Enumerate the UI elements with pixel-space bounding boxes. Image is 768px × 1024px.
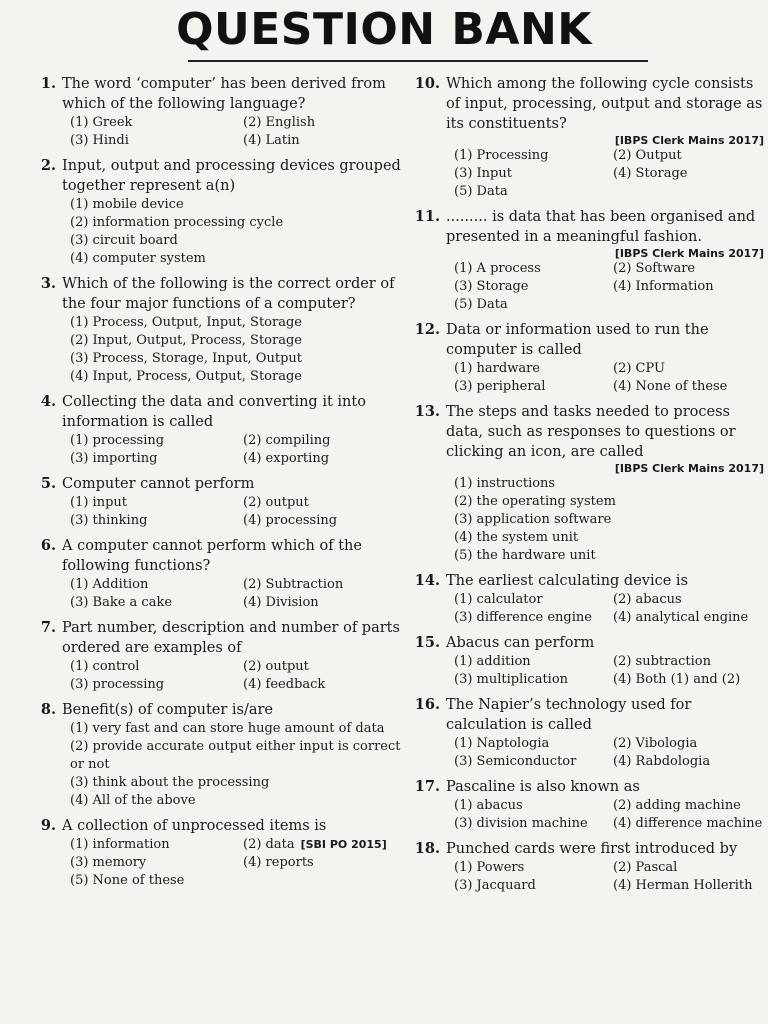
option-4: (4) Input, Process, Output, Storage xyxy=(70,369,302,384)
option-3: (3) peripheral xyxy=(454,379,546,394)
question-number: 2. xyxy=(40,157,56,174)
question-17 xyxy=(414,777,766,833)
question-text: The Napier’s technology used for calculation is called xyxy=(446,697,692,733)
question-text: A collection of unprocessed items is xyxy=(62,818,327,834)
option-3: (3) think about the processing xyxy=(70,775,270,790)
question-number: 11. xyxy=(414,208,440,225)
option-1: (1) Processing xyxy=(454,148,549,163)
question-number: 3. xyxy=(40,275,56,292)
question-text: Collecting the data and converting it into information is called xyxy=(62,394,366,430)
option-1: (1) hardware xyxy=(454,361,540,376)
option-4: (4) the system unit xyxy=(454,530,579,545)
option-4: (4) Herman Hollerith xyxy=(613,878,753,893)
option-2: (2) provide accurate output either input is correct or not xyxy=(70,739,401,772)
question-10 xyxy=(414,74,766,201)
question-12 xyxy=(414,320,766,396)
option-2: (2) Subtraction xyxy=(243,577,344,592)
right-column xyxy=(414,74,766,901)
question-text: Pascaline is also known as xyxy=(446,779,640,795)
option-2: (2) Output xyxy=(613,148,682,163)
question-3 xyxy=(30,274,410,386)
title-underline xyxy=(188,60,648,62)
question-text: The word ‘computer’ has been derived from which of the following language? xyxy=(62,76,386,112)
exam-source: [IBPS Clerk Mains 2017] xyxy=(614,134,764,147)
option-3: (3) Jacquard xyxy=(454,878,536,893)
question-text: Punched cards were first introduced by xyxy=(446,841,738,857)
option-1: (1) Greek xyxy=(70,115,133,130)
exam-source: [IBPS Clerk Mains 2017] xyxy=(614,462,764,475)
option-4: (4) Storage xyxy=(613,166,688,181)
option-4: (4) exporting xyxy=(243,451,330,466)
question-5 xyxy=(30,474,410,530)
question-text: Data or information used to run the computer is called xyxy=(446,322,709,358)
question-4 xyxy=(30,392,410,468)
left-column xyxy=(30,74,410,896)
question-number: 10. xyxy=(414,75,440,92)
question-16 xyxy=(414,695,766,771)
option-1: (1) Process, Output, Input, Storage xyxy=(70,315,302,330)
option-2: (2) output xyxy=(243,659,309,674)
question-number: 13. xyxy=(414,403,440,420)
question-number: 9. xyxy=(40,817,56,834)
option-1: (1) instructions xyxy=(454,476,556,491)
option-3: (3) Hindi xyxy=(70,133,129,148)
option-4: (4) difference machine xyxy=(613,816,763,831)
option-2: (2) Input, Output, Process, Storage xyxy=(70,333,302,348)
option-4: (4) Information xyxy=(613,279,714,294)
option-5: (5) the hardware unit xyxy=(454,548,596,563)
option-1: (1) calculator xyxy=(454,592,543,607)
option-4: (4) Division xyxy=(243,595,319,610)
option-3: (3) memory xyxy=(70,855,147,870)
option-4: (4) analytical engine xyxy=(613,610,749,625)
question-text: The steps and tasks needed to process data, such as responses to questions or clicking an icon, are called xyxy=(446,404,736,460)
option-4: (4) Rabdologia xyxy=(613,754,711,769)
option-2: (2) Pascal xyxy=(613,860,678,875)
option-1: (1) Addition xyxy=(70,577,149,592)
option-4: (4) Both (1) and (2) xyxy=(613,672,741,687)
option-2: (2) Vibologia xyxy=(613,736,698,751)
option-4: (4) reports xyxy=(243,855,314,870)
option-1: (1) processing xyxy=(70,433,165,448)
option-1: (1) abacus xyxy=(454,798,523,813)
option-4: (4) computer system xyxy=(70,251,206,266)
question-number: 6. xyxy=(40,537,56,554)
option-1: (1) very fast and can store huge amount of data xyxy=(70,721,385,736)
option-2: (2) abacus xyxy=(613,592,682,607)
option-3: (3) Semiconductor xyxy=(454,754,577,769)
option-1: (1) control xyxy=(70,659,140,674)
question-1 xyxy=(30,74,410,150)
question-text: Input, output and processing devices grouped together represent a(n) xyxy=(62,158,401,194)
option-3: (3) processing xyxy=(70,677,165,692)
question-text: Which of the following is the correct order of the four major functions of a computer? xyxy=(62,276,395,312)
option-1: (1) information xyxy=(70,837,170,852)
question-6 xyxy=(30,536,410,612)
option-1: (1) Powers xyxy=(454,860,525,875)
question-15 xyxy=(414,633,766,689)
question-number: 18. xyxy=(414,840,440,857)
option-3: (3) Storage xyxy=(454,279,529,294)
question-text: A computer cannot perform which of the following functions? xyxy=(62,538,362,574)
question-number: 16. xyxy=(414,696,440,713)
option-5: (5) Data xyxy=(454,297,508,312)
question-13 xyxy=(414,402,766,565)
option-3: (3) difference engine xyxy=(454,610,592,625)
question-text: ......... is data that has been organised and presented in a meaningful fashion. xyxy=(446,209,756,245)
question-number: 4. xyxy=(40,393,56,410)
option-3: (3) application software xyxy=(454,512,612,527)
option-1: (1) A process xyxy=(454,261,541,276)
exam-source: [SBI PO 2015] xyxy=(300,838,387,851)
option-5: (5) Data xyxy=(454,184,508,199)
option-2: (2) output xyxy=(243,495,309,510)
option-2: (2) adding machine xyxy=(613,798,741,813)
question-9 xyxy=(30,816,410,890)
option-4: (4) Latin xyxy=(243,133,300,148)
question-number: 5. xyxy=(40,475,56,492)
option-3: (3) Process, Storage, Input, Output xyxy=(70,351,302,366)
question-7 xyxy=(30,618,410,694)
question-number: 12. xyxy=(414,321,440,338)
option-2-row xyxy=(243,836,410,854)
question-number: 15. xyxy=(414,634,440,651)
option-2: (2) data xyxy=(243,837,295,852)
option-5: (5) None of these xyxy=(70,873,185,888)
question-number: 8. xyxy=(40,701,56,718)
question-text: Part number, description and number of parts ordered are examples of xyxy=(62,620,400,656)
option-3: (3) thinking xyxy=(70,513,148,528)
option-2: (2) English xyxy=(243,115,316,130)
option-4: (4) processing xyxy=(243,513,338,528)
option-1: (1) mobile device xyxy=(70,197,184,212)
question-number: 17. xyxy=(414,778,440,795)
option-3: (3) multiplication xyxy=(454,672,569,687)
option-3: (3) Bake a cake xyxy=(70,595,173,610)
option-2: (2) compiling xyxy=(243,433,331,448)
option-4: (4) feedback xyxy=(243,677,326,692)
question-text: Which among the following cycle consists of input, processing, output and storage as its constituents? xyxy=(446,76,763,132)
option-3: (3) importing xyxy=(70,451,158,466)
question-text: Benefit(s) of computer is/are xyxy=(62,702,274,718)
option-2: (2) the operating system xyxy=(454,494,616,509)
question-text: Computer cannot perform xyxy=(62,476,255,492)
question-14 xyxy=(414,571,766,627)
question-text: Abacus can perform xyxy=(446,635,595,651)
page-title: QUESTION BANK xyxy=(176,4,592,55)
option-4: (4) All of the above xyxy=(70,793,196,808)
option-2: (2) CPU xyxy=(613,361,665,376)
exam-source: [IBPS Clerk Mains 2017] xyxy=(614,247,764,260)
option-2: (2) information processing cycle xyxy=(70,215,284,230)
question-number: 1. xyxy=(40,75,56,92)
option-1: (1) Naptologia xyxy=(454,736,550,751)
question-number: 7. xyxy=(40,619,56,636)
option-3: (3) Input xyxy=(454,166,512,181)
option-3: (3) division machine xyxy=(454,816,588,831)
question-8 xyxy=(30,700,410,810)
question-11 xyxy=(414,207,766,314)
option-2: (2) Software xyxy=(613,261,696,276)
option-1: (1) addition xyxy=(454,654,531,669)
question-18 xyxy=(414,839,766,895)
question-text: The earliest calculating device is xyxy=(446,573,689,589)
question-number: 14. xyxy=(414,572,440,589)
option-4: (4) None of these xyxy=(613,379,728,394)
question-2 xyxy=(30,156,410,268)
option-2: (2) subtraction xyxy=(613,654,711,669)
option-3: (3) circuit board xyxy=(70,233,178,248)
option-1: (1) input xyxy=(70,495,127,510)
